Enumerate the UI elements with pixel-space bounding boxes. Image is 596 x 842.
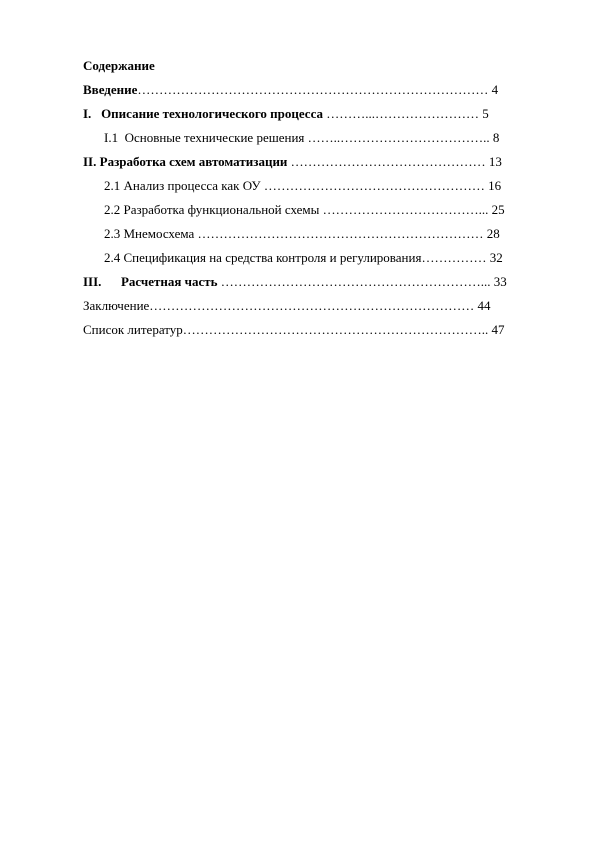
entry-label: Разработка функциональной схемы (123, 202, 320, 217)
entry-number: I.1 (104, 130, 119, 145)
entry-page: 4 (491, 82, 499, 97)
entry-label: Список литератур (83, 322, 183, 337)
entry-label: Заключение (83, 298, 150, 313)
entry-number: 2.2 (104, 202, 121, 217)
entry-page: 32 (489, 250, 503, 265)
entry-page: 16 (488, 178, 502, 193)
entry-number: II. (83, 154, 97, 169)
entry-dots: ………...…………………… (326, 106, 480, 121)
entry-dots: …………………………………………………………….. (182, 322, 489, 337)
toc-entry-2-3[interactable] (104, 226, 544, 242)
toc-entry-1-1[interactable] (104, 130, 544, 146)
entry-label: Мнемосхема (123, 226, 195, 241)
entry-number: 2.3 (104, 226, 121, 241)
toc-entry-conclusion[interactable] (83, 298, 543, 314)
toc-entry-2-4[interactable] (104, 250, 544, 266)
entry-dots: ……………………………………………………………………… (137, 82, 489, 97)
entry-page: 13 (488, 154, 502, 169)
entry-number: I. (83, 106, 92, 121)
entry-label: Описание технологического процесса (101, 106, 324, 121)
entry-label: Анализ процесса как ОУ (123, 178, 261, 193)
toc-entry-2[interactable] (83, 154, 543, 170)
entry-page: 47 (491, 322, 505, 337)
entry-dots: ……………………………………………………... (220, 274, 491, 289)
toc-entry-1[interactable] (83, 106, 543, 122)
toc-entry-2-1[interactable] (104, 178, 544, 194)
entry-dots: …………………………………………… (263, 178, 485, 193)
entry-dots: ……………………………………… (290, 154, 486, 169)
entry-label: Расчетная часть (120, 274, 218, 289)
toc-entry-3[interactable] (83, 274, 543, 290)
entry-number: III. (83, 274, 102, 289)
entry-page: 44 (477, 298, 491, 313)
entry-label: Разработка схем автоматизации (99, 154, 288, 169)
entry-page: 33 (493, 274, 507, 289)
entry-number: 2.1 (104, 178, 121, 193)
toc-title: Содержание (83, 58, 155, 73)
entry-dots: ……..…………………………….. (307, 130, 490, 145)
entry-page: 5 (482, 106, 489, 121)
entry-label: Введение (83, 82, 138, 97)
entry-number: 2.4 (104, 250, 121, 265)
entry-label: Основные технические решения (124, 130, 305, 145)
entry-label: Спецификация на средства контроля и регулирования (123, 250, 422, 265)
entry-dots: ………………………………………………………… (197, 226, 484, 241)
toc-entry-references[interactable] (83, 322, 543, 338)
toc-entry-intro[interactable] (83, 82, 543, 98)
entry-dots: ………………………………………………………………… (149, 298, 475, 313)
toc-entry-2-2[interactable] (104, 202, 544, 218)
entry-page: 25 (491, 202, 505, 217)
entry-dots: …………… (421, 250, 487, 265)
entry-page: 8 (492, 130, 500, 145)
entry-dots: ………………………………... (322, 202, 489, 217)
entry-page: 28 (486, 226, 500, 241)
